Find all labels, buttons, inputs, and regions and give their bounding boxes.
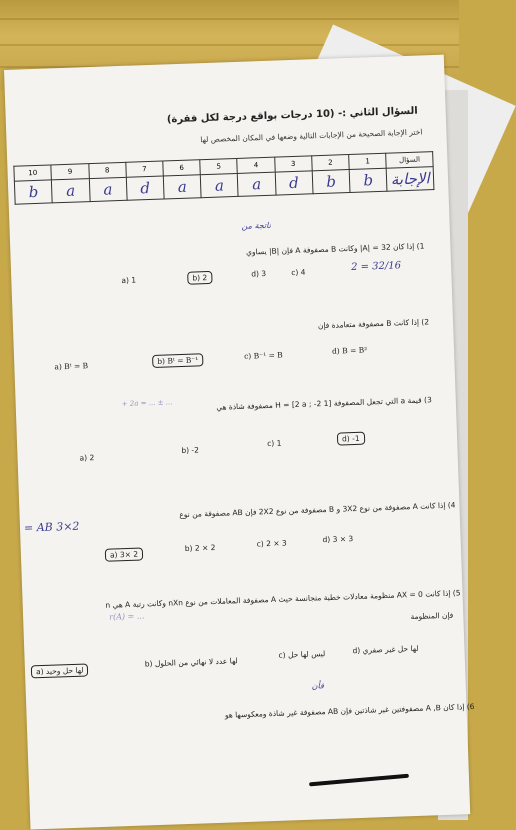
table-label-question: السؤال — [386, 152, 433, 169]
table-number: 5 — [200, 158, 238, 174]
handwritten-calculation: 2 = 32/16 — [350, 260, 402, 274]
table-number: 7 — [126, 161, 164, 177]
q5-option-a: a) لها حل وحيد — [31, 663, 89, 678]
q3-option-d: d) -1 — [337, 432, 365, 446]
q4-option-a: a) 3× 2 — [105, 547, 144, 561]
pen-mark — [309, 774, 409, 787]
table-number: 9 — [51, 164, 89, 180]
q1-option-d: d) 3 — [251, 268, 267, 279]
question-3-text: 3) قيمة a التي تجعل المصفوفة H = [2 a ; -2 1] مصفوفة شاذة هي — [216, 395, 432, 412]
q2-option-b: b) Bᵗ = B⁻¹ — [152, 353, 203, 368]
q4-option-d: d) 3 × 3 — [322, 534, 354, 545]
question-5-text-cont: فإن المنظومة — [410, 610, 454, 622]
q5-option-d: d) لها حل غير صفري — [352, 643, 419, 656]
handwritten-answer: a — [89, 177, 127, 201]
question-5-text: 5) إذا كانت AX = 0 منظومة معادلات خطية متجانسة حيث A مصفوفة المعاملات من نوع nXn وكانت رتبة A هي n — [105, 588, 461, 610]
handwritten-answer: b — [312, 170, 350, 194]
handwritten-answer: a — [163, 175, 201, 199]
handwritten-answer: d — [275, 171, 313, 195]
instruction-text: اختر الإجابة الصحيحة من الإجابات التالية وضعها في المكان المخصص لها — [200, 127, 423, 145]
q1-option-a: a) 1 — [121, 275, 137, 286]
question-2-text: 2) إذا كانت B مصفوفة متعامدة فإن — [317, 317, 430, 331]
q2-option-c: c) B⁻¹ = B — [243, 350, 283, 361]
table-number: 10 — [14, 165, 52, 181]
q1-option-b: b) 2 — [187, 271, 212, 285]
q2-option-d: d) B = B² — [331, 345, 368, 356]
handwritten-answer: a — [238, 172, 276, 196]
q3-option-b: b) -2 — [181, 445, 200, 456]
question-1-text: 1) إذا كان 32 = |A| وكانت B مصفوفة A فإن |B| يساوي — [245, 241, 425, 257]
section-heading: السؤال الثاني :- (10 درجات بواقع درجة لكل فقرة) — [166, 105, 418, 126]
handwritten-answer: d — [126, 176, 164, 200]
faint-scribble: + 2a = ... ± ... — [121, 398, 173, 409]
table-number: 6 — [163, 160, 201, 176]
q1-option-c: c) 4 — [291, 267, 306, 278]
handwritten-answer: a — [200, 173, 238, 197]
question-4-text: 4) إذا كانت A مصفوفة من نوع 3X2 و B مصفوفة من نوع 2X2 فإن AB مصفوفة من نوع — [179, 500, 456, 520]
q3-option-a: a) 2 — [79, 453, 95, 463]
handwritten-note: ناتجة من — [241, 220, 272, 231]
handwritten-note: فأن — [311, 681, 324, 691]
q4-option-c: c) 2 × 3 — [256, 538, 287, 549]
table-number: 3 — [274, 156, 312, 172]
handwritten-answer: b — [349, 168, 387, 192]
table-number: 8 — [88, 162, 126, 178]
q5-option-b: b) لها عدد لا نهائي من الحلول — [144, 656, 238, 669]
faint-scribble: r(A) = ... — [109, 611, 145, 622]
question-6-text: 6) إذا كان A ,B مصفوفتين غير شاذتين فإن AB مصفوفة غير شاذة ومعكوسها هو — [224, 701, 475, 720]
answer-table — [13, 151, 434, 205]
q3-option-c: c) 1 — [267, 438, 282, 449]
handwritten-answer: b — [14, 180, 52, 204]
table-number: 2 — [312, 155, 350, 171]
exam-sheet — [4, 55, 475, 830]
handwritten-margin-note: = AB 3×2 — [23, 519, 80, 535]
q4-option-b: b) 2 × 2 — [184, 542, 216, 553]
q5-option-c: c) ليس لها حل — [278, 649, 326, 660]
q2-option-a: a) Bᵗ = B — [54, 361, 89, 372]
table-number: 1 — [349, 153, 387, 169]
table-label-answer: الإجابة — [387, 167, 434, 192]
table-number: 4 — [237, 157, 275, 173]
handwritten-answer: a — [52, 179, 90, 203]
